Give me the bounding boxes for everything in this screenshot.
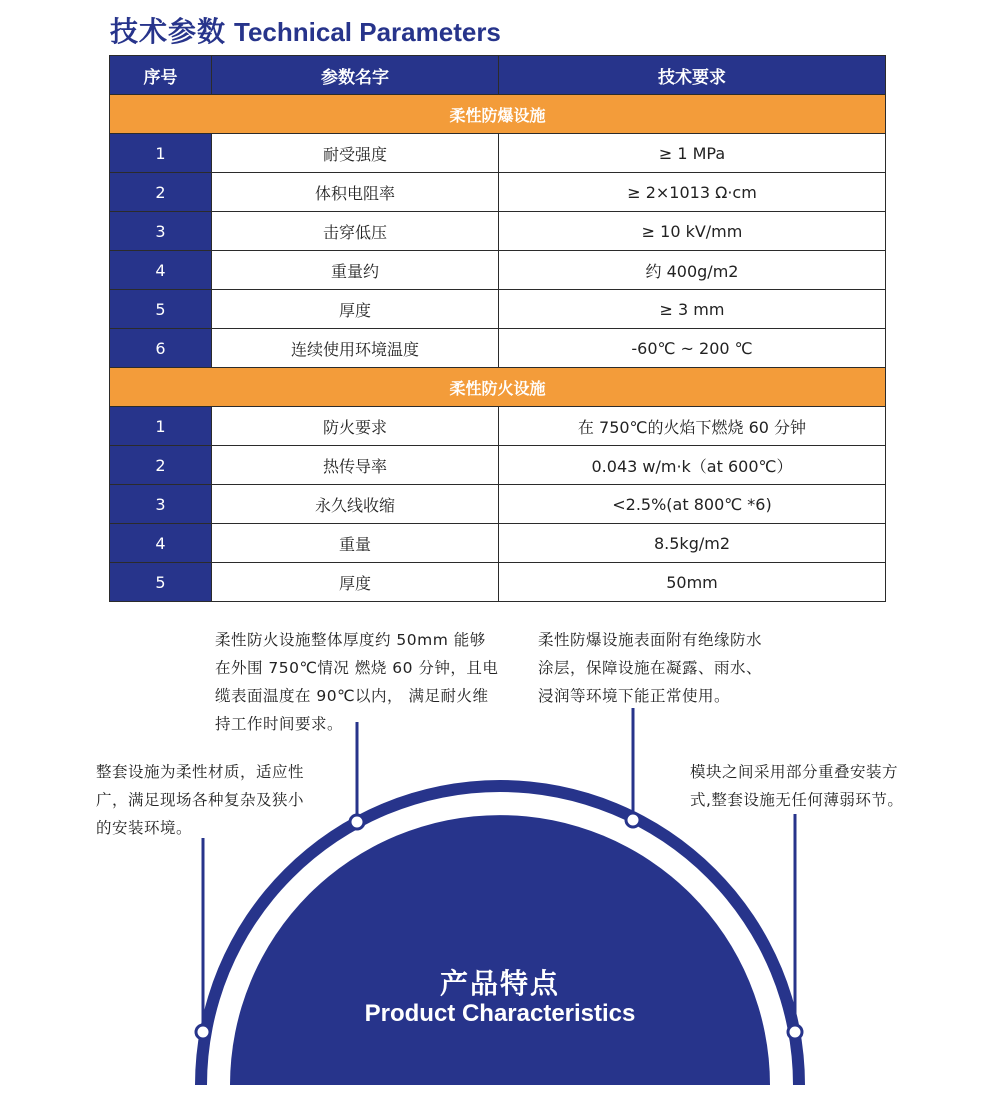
note-line: 广，满足现场各种复杂及狭小 <box>96 791 305 809</box>
connector-dot-top-right <box>626 813 640 827</box>
note-line: 的安装环境。 <box>96 819 193 837</box>
row-parameter: 击穿低压 <box>212 212 499 251</box>
row-requirement: ≥ 10 kV/mm <box>499 212 886 251</box>
row-number: 5 <box>110 290 212 329</box>
features-title-english: Product Characteristics <box>364 1000 636 1027</box>
row-requirement: -60℃ ~ 200 ℃ <box>499 329 886 368</box>
features-title-chinese: 产品特点 <box>439 967 560 1000</box>
row-number: 4 <box>110 251 212 290</box>
title-chinese: 技术参数 <box>110 15 227 48</box>
row-number: 1 <box>110 134 212 173</box>
row-parameter: 重量约 <box>212 251 499 290</box>
note-line: 浸润等环境下能正常使用。 <box>538 687 731 705</box>
row-number: 2 <box>110 446 212 485</box>
row-number: 2 <box>110 173 212 212</box>
connector-dot-right <box>788 1025 802 1039</box>
row-parameter: 热传导率 <box>212 446 499 485</box>
row-number: 6 <box>110 329 212 368</box>
row-parameter: 厚度 <box>212 290 499 329</box>
note-line: 柔性防爆设施表面附有绝缘防水 <box>538 631 763 649</box>
row-parameter: 防火要求 <box>212 407 499 446</box>
row-number: 5 <box>110 563 212 602</box>
row-requirement: 8.5kg/m2 <box>499 524 886 563</box>
note-top-right <box>538 626 762 710</box>
row-number: 3 <box>110 485 212 524</box>
note-right <box>690 758 903 814</box>
row-parameter: 重量 <box>212 524 499 563</box>
row-parameter: 厚度 <box>212 563 499 602</box>
header-parameter-name: 参数名字 <box>212 56 499 95</box>
row-requirement: 在 750℃的火焰下燃烧 60 分钟 <box>499 407 886 446</box>
header-requirement: 技术要求 <box>499 56 886 95</box>
note-line: 式,整套设施无任何薄弱环节。 <box>690 791 904 809</box>
header-number: 序号 <box>110 56 212 95</box>
note-line: 模块之间采用部分重叠安装方 <box>690 763 899 781</box>
row-requirement: ≥ 3 mm <box>499 290 886 329</box>
note-line: 在外围 750℃情况 燃烧 60 分钟，且电 <box>215 659 499 677</box>
row-number: 4 <box>110 524 212 563</box>
note-line: 涂层，保障设施在凝露、雨水、 <box>538 659 763 677</box>
row-requirement: <2.5%(at 800℃ *6) <box>499 485 886 524</box>
note-line: 整套设施为柔性材质，适应性 <box>96 763 305 781</box>
section-title: 柔性防火设施 <box>110 368 886 407</box>
note-line: 缆表面温度在 90℃以内， 满足耐火维 <box>215 687 489 705</box>
note-line: 持工作时间要求。 <box>215 715 344 733</box>
row-number: 3 <box>110 212 212 251</box>
row-requirement: ≥ 1 MPa <box>499 134 886 173</box>
note-line: 柔性防火设施整体厚度约 50mm 能够 <box>215 631 486 649</box>
connector-dot-top-left <box>350 815 364 829</box>
note-top-left <box>215 626 498 738</box>
row-requirement: 50mm <box>499 563 886 602</box>
row-parameter: 永久线收缩 <box>212 485 499 524</box>
row-requirement: ≥ 2×1013 Ω·cm <box>499 173 886 212</box>
connector-dot-left <box>196 1025 210 1039</box>
note-left <box>96 758 304 842</box>
row-parameter: 耐受强度 <box>212 134 499 173</box>
row-parameter: 连续使用环境温度 <box>212 329 499 368</box>
section-title: 柔性防爆设施 <box>110 95 886 134</box>
row-parameter: 体积电阻率 <box>212 173 499 212</box>
row-number: 1 <box>110 407 212 446</box>
row-requirement: 0.043 w/m·k（at 600℃） <box>499 446 886 485</box>
title-english: Technical Parameters <box>234 17 501 47</box>
row-requirement: 约 400g/m2 <box>499 251 886 290</box>
